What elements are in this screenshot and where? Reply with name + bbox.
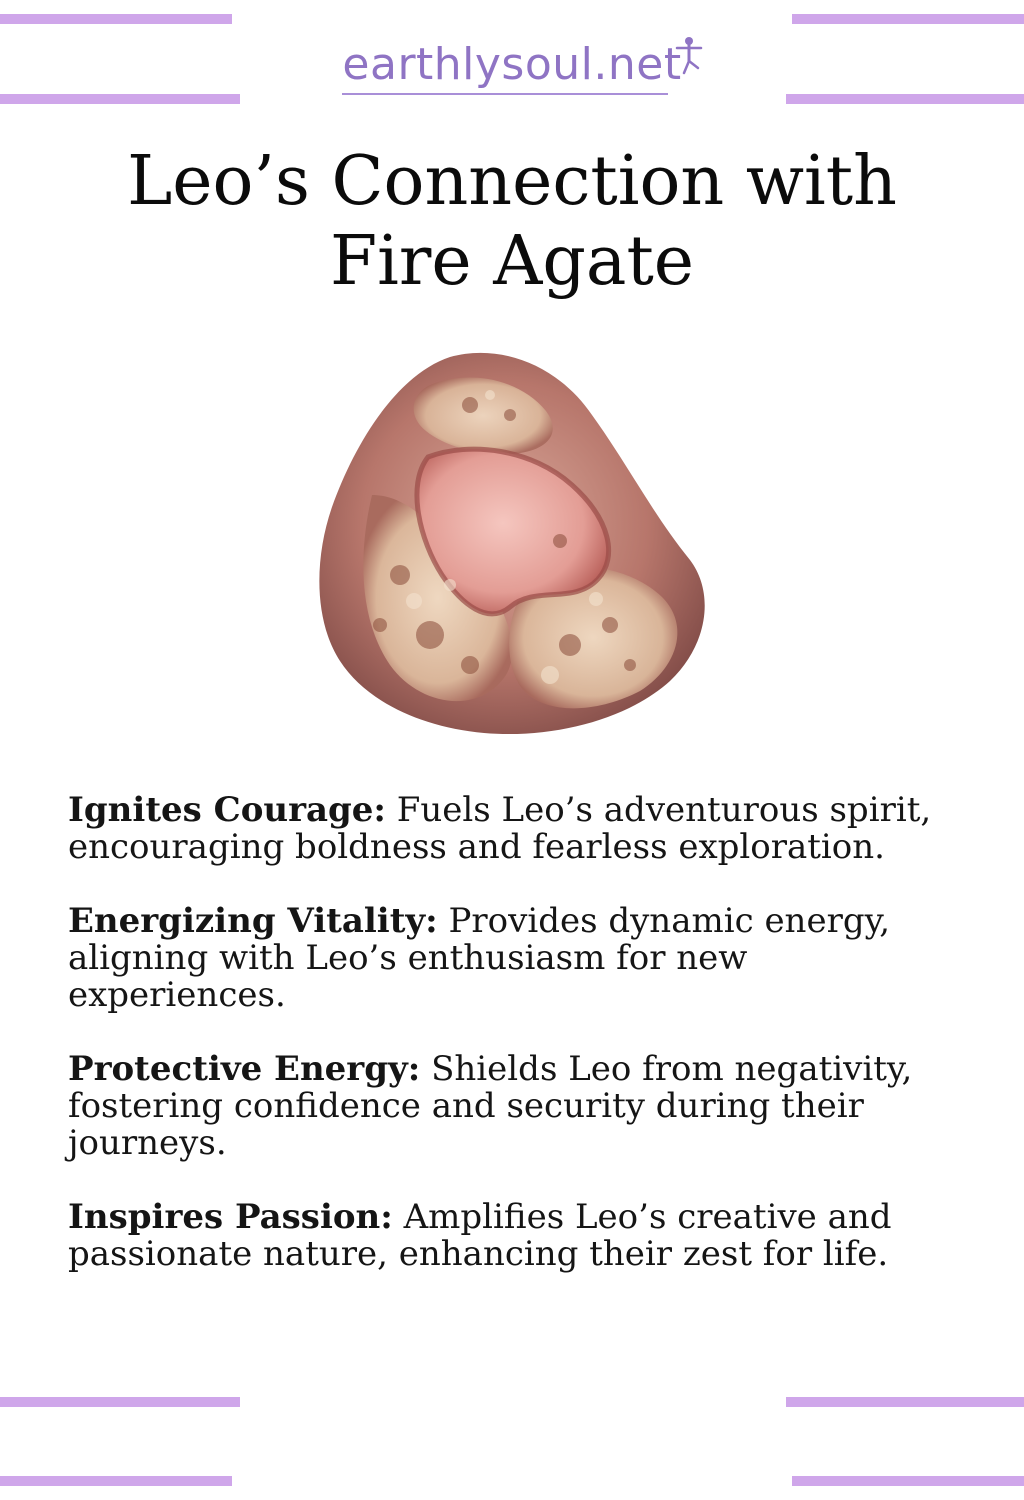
- item-label: Ignites Courage:: [68, 790, 386, 830]
- list-item: [68, 1051, 968, 1162]
- list-item: [68, 792, 968, 866]
- item-text: Amplifies Leo’s creative and passionate nature, enhancing their zest for life.: [68, 1197, 892, 1274]
- list-item: [68, 903, 968, 1014]
- item-text: Shields Leo from negativity, fostering confidence and security during their journeys.: [68, 1049, 913, 1163]
- item-text: Fuels Leo’s adventurous spirit, encouraging boldness and fearless exploration.: [68, 790, 932, 867]
- top-left-bar-1: [0, 14, 232, 24]
- title-line-2: Fire Agate: [329, 222, 695, 301]
- bottom-left-bar-1: [0, 1397, 240, 1407]
- item-text: Provides dynamic energy, aligning with Leo’s enthusiasm for new experiences.: [68, 901, 891, 1015]
- bottom-left-bar-2: [0, 1476, 232, 1486]
- bottom-right-bar-1: [786, 1397, 1024, 1407]
- title-line-1: Leo’s Connection with: [127, 142, 897, 221]
- bottom-right-bar-2: [792, 1476, 1024, 1486]
- logo-underline: [342, 93, 667, 95]
- item-label: Energizing Vitality:: [68, 901, 438, 941]
- page-title: [40, 142, 984, 302]
- dancer-icon: [674, 35, 704, 75]
- fire-agate-stone-icon: [310, 345, 720, 745]
- site-logo[interactable]: [0, 30, 1024, 100]
- item-label: Protective Energy:: [68, 1049, 421, 1089]
- item-label: Inspires Passion:: [68, 1197, 393, 1237]
- top-right-bar-1: [792, 14, 1024, 24]
- list-item: [68, 1199, 968, 1273]
- benefits-list: [68, 792, 968, 1310]
- logo-text: earthlysoul.net: [342, 39, 682, 90]
